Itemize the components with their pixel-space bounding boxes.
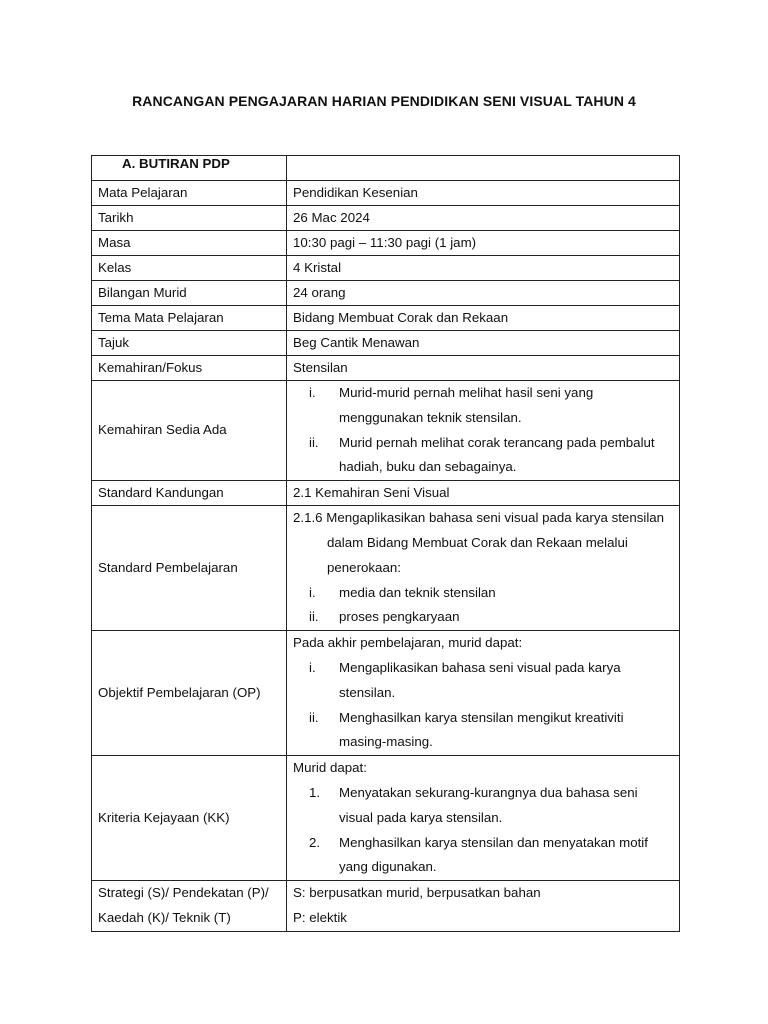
list-marker: ii. (309, 709, 319, 725)
row-value: Stensilan (287, 356, 680, 381)
table-row (92, 256, 680, 281)
row-label: Objektif Pembelajaran (OP) (92, 631, 287, 756)
table-row (92, 881, 680, 932)
list-item (293, 831, 673, 881)
list-marker: i. (309, 659, 316, 675)
row-value: 2.1 Kemahiran Seni Visual (287, 481, 680, 506)
row-value (287, 881, 680, 932)
numbered-list (293, 381, 673, 480)
list-marker: ii. (309, 609, 319, 625)
table-row (92, 356, 680, 381)
list-item-text: proses pengkaryaan (339, 609, 460, 625)
list-marker: i. (309, 584, 316, 600)
row-value (287, 756, 680, 881)
page-title: RANCANGAN PENGAJARAN HARIAN PENDIDIKAN SENI VISUAL TAHUN 4 (132, 93, 636, 109)
section-heading: A. BUTIRAN PDP (122, 156, 230, 171)
row-value: Pendidikan Kesenian (287, 181, 680, 206)
list-item (293, 706, 673, 756)
list-marker: i. (309, 385, 316, 400)
row-value: 24 orang (287, 281, 680, 306)
row-label: Tajuk (92, 331, 287, 356)
row-label: Bilangan Murid (92, 281, 287, 306)
numbered-list (293, 581, 673, 631)
section-heading-cell (92, 156, 287, 181)
row-value: Bidang Membuat Corak dan Rekaan (287, 306, 680, 331)
table-row (92, 331, 680, 356)
table-row (92, 631, 680, 756)
lesson-plan-table (91, 155, 680, 932)
list-item (293, 656, 673, 706)
row-label: Standard Kandungan (92, 481, 287, 506)
table-row (92, 181, 680, 206)
row-value (287, 631, 680, 756)
row-value (287, 381, 680, 481)
row-label: Mata Pelajaran (92, 181, 287, 206)
list-item (293, 381, 673, 431)
table-row (92, 156, 680, 181)
list-item-text: Mengaplikasikan bahasa seni visual pada karya stensilan. (339, 659, 621, 700)
row-label: Strategi (S)/ Pendekatan (P)/ Kaedah (K)/ Teknik (T) (92, 881, 287, 932)
list-item-text: Murid-murid pernah melihat hasil seni yang menggunakan teknik stensilan. (339, 385, 594, 425)
strategy-line: P: elektik (293, 909, 347, 925)
row-label: Masa (92, 231, 287, 256)
row-label: Tarikh (92, 206, 287, 231)
row-value: 10:30 pagi – 11:30 pagi (1 jam) (287, 231, 680, 256)
table-row (92, 481, 680, 506)
row-label: Kelas (92, 256, 287, 281)
numbered-list (293, 656, 673, 755)
list-item-text: Murid pernah melihat corak terancang pada pembalut hadiah, buku dan sebagainya. (339, 434, 655, 475)
list-item (293, 781, 673, 831)
criteria-intro: Murid dapat: (293, 760, 367, 776)
list-item (293, 431, 673, 481)
list-item-text: Menghasilkan karya stensilan dan menyatakan motif yang digunakan. (339, 834, 648, 875)
list-item (293, 605, 673, 630)
list-marker: 2. (309, 834, 321, 850)
list-marker: ii. (309, 434, 319, 450)
list-item-text: Menghasilkan karya stensilan mengikut kreativiti masing-masing. (339, 709, 624, 750)
row-label: Kemahiran/Fokus (92, 356, 287, 381)
table-row (92, 206, 680, 231)
row-value (287, 506, 680, 631)
list-item-text: Menyatakan sekurang-kurangnya dua bahasa seni visual pada karya stensilan. (339, 784, 638, 825)
list-item-text: media dan teknik stensilan (339, 584, 496, 600)
list-item (293, 581, 673, 606)
table-row (92, 306, 680, 331)
row-value: Beg Cantik Menawan (287, 331, 680, 356)
objective-intro: Pada akhir pembelajaran, murid dapat: (293, 635, 523, 651)
table-row (92, 506, 680, 631)
row-label: Standard Pembelajaran (92, 506, 287, 631)
table-row (92, 381, 680, 481)
row-value: 4 Kristal (287, 256, 680, 281)
empty-cell (287, 156, 680, 181)
table-row (92, 281, 680, 306)
strategy-line: S: berpusatkan murid, berpusatkan bahan (293, 885, 541, 901)
list-marker: 1. (309, 784, 321, 800)
table-row (92, 756, 680, 881)
row-label: Kriteria Kejayaan (KK) (92, 756, 287, 881)
table-row (92, 231, 680, 256)
row-label: Tema Mata Pelajaran (92, 306, 287, 331)
row-value: 26 Mac 2024 (287, 206, 680, 231)
row-label: Kemahiran Sedia Ada (92, 381, 287, 481)
standard-intro: 2.1.6 Mengaplikasikan bahasa seni visual pada karya stensilan dalam Bidang Membuat Corak dan Rekaan melalui penerokaan: (293, 510, 665, 575)
numbered-list (293, 781, 673, 880)
